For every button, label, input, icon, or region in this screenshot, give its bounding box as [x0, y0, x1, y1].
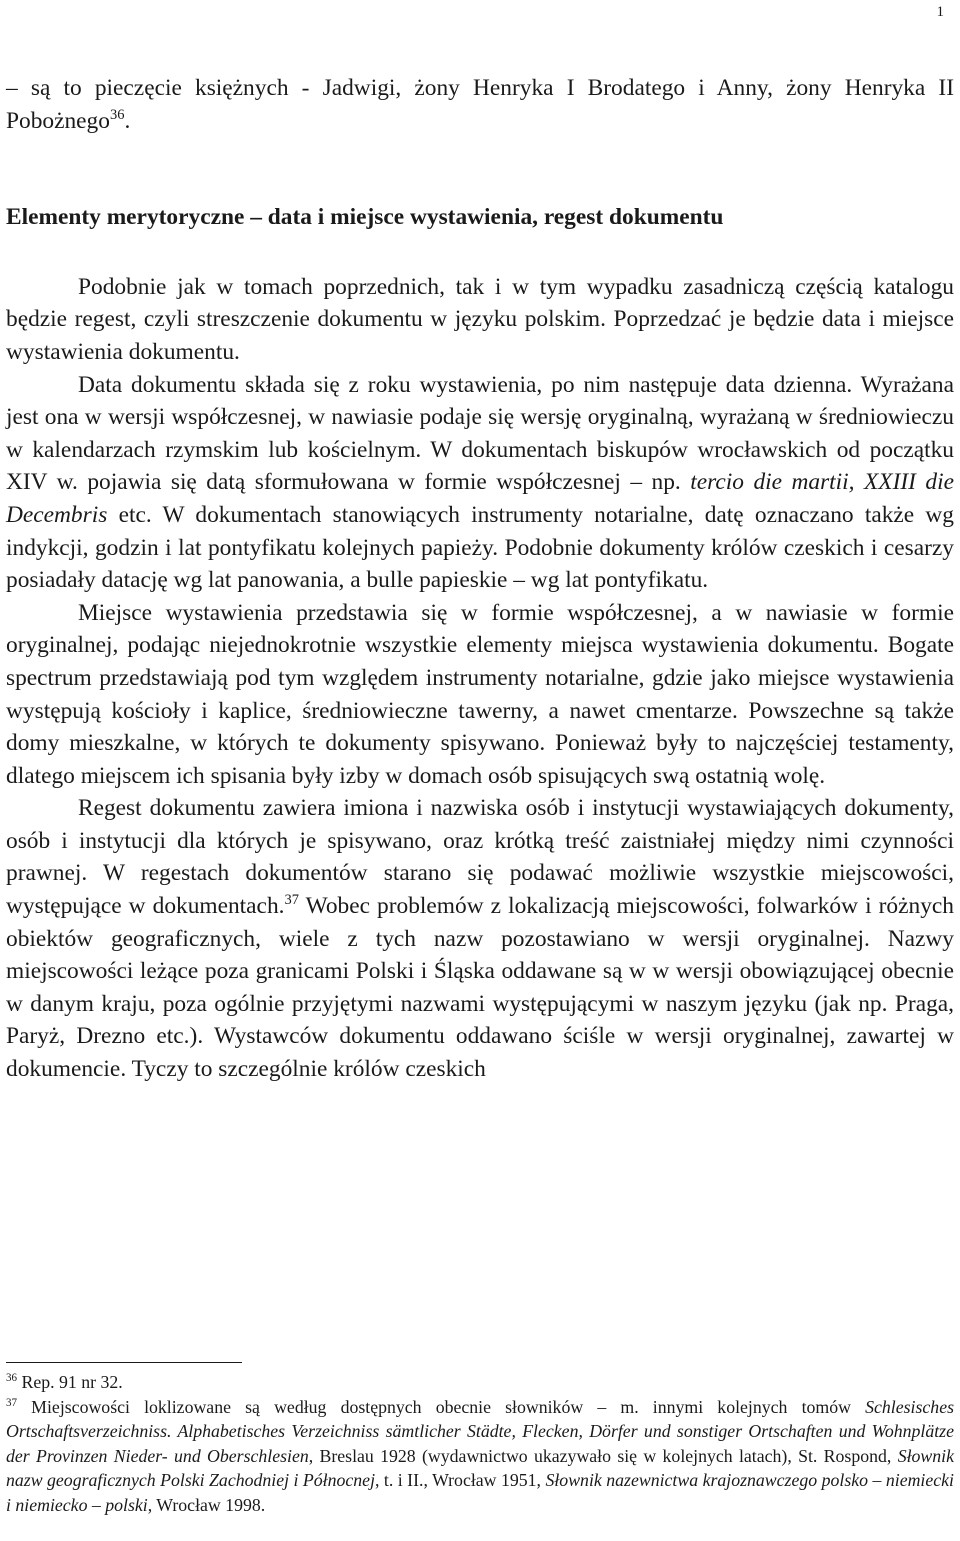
- page-number: 1: [936, 4, 944, 20]
- paragraph-date-text-a: Data dokumentu składa się z roku wystawienia, po nim następuje data dzienna. Wyrażana jest ona w wersji współczesnej, w nawiasie podaje się wersję oryginalną, wyrażaną w średniowieczu w kalendarzach rzymskim lub kościelnym. W dokumentach biskupów wrocławskich od początku XIV w. pojawia się datą sformułowana w formie współczesnej – np.: [6, 371, 954, 496]
- footnote-37-title-2: Słownik nazw geograficznych Polski Zachodniej i Północnej: [6, 1445, 954, 1490]
- footnote-number-37: 37: [6, 1396, 18, 1409]
- footnote-36-text: Rep. 91 nr 32.: [21, 1372, 123, 1392]
- footnote-divider: [6, 1362, 242, 1363]
- spacer: [6, 234, 954, 271]
- footnote-37-title-3: Słownik nazewnictwa krajoznawczego polsko – niemiecki i niemiecko – polski: [6, 1470, 954, 1515]
- footnote-37-text-1: Miejscowości loklizowane są według dostępnych obecnie słowników – m. innymi kolejnych tomów: [31, 1396, 851, 1417]
- body-text: [6, 72, 954, 1086]
- section-heading: Elementy merytoryczne – data i miejsce wystawienia, regest dokumentu: [6, 204, 724, 231]
- footnote-37-text-4: , Wrocław 1998.: [147, 1494, 266, 1515]
- footnote-number-36: 36: [6, 1372, 18, 1385]
- footnotes: [6, 1370, 954, 1517]
- paragraph-seals: [6, 72, 954, 137]
- footnote-37: [6, 1395, 954, 1518]
- footnote-ref-36[interactable]: 36: [109, 106, 125, 123]
- paragraph-seals-text: – są to pieczęcie księżnych - Jadwigi, żony Henryka I Brodatego i Anny, żony Henryka II Pobożnego: [6, 75, 954, 134]
- footnote-37-text-2: , Breslau 1928 (wydawnictwo ukazywało się w kolejnych latach), St. Rospond,: [308, 1445, 892, 1466]
- footnote-ref-37[interactable]: 37: [284, 892, 299, 909]
- paragraph-date-text-b: etc. W dokumentach stanowiących instrumenty notarialne, datę oznaczano także wg indykcji, godzin i lat pontyfikatu kolejnych papieży. Podobnie dokumenty królów czeskich i cesarzy posiadały datację wg lat panowania, a bulle papieskie – wg lat pontyfikatu.: [6, 501, 954, 594]
- paragraph-regest: [6, 792, 954, 1085]
- paragraph-regest-text-a: Regest dokumentu zawiera imiona i nazwiska osób i instytucji wystawiających dokumenty, osób i instytucji dla których je spisywano, oraz krótką treść zaistniałej między nimi czynności prawnej. W regestach dokumentów starano się podawać możliwie wszystkie miejscowości, występujące w dokumentach.: [6, 795, 954, 920]
- spacer: [6, 137, 954, 201]
- footnote-36: [6, 1370, 954, 1395]
- footnote-37-text-3: , t. i II., Wrocław 1951,: [375, 1470, 541, 1490]
- paragraph-place: Miejsce wystawienia przedstawia się w formie współczesnej, a w nawiasie w formie oryginalnej, podając niejednokrotnie wszystkie elementy miejsca wystawienia dokumentu. Bogate spectrum przedstawiają pod tym względem instrumenty notarialne, gdzie jako miejsce wystawienia występują kościoły i kaplice, średniowieczne tawerny, a nawet cmentarze. Powszechne są także domy mieszkalne, w których te dokumenty spisywano. Ponieważ były to najczęściej testamenty, dlatego miejscem ich spisania były izby w domach osób spisujących swą ostatnią wolę.: [6, 599, 954, 789]
- date-example: tercio die martii, XXIII die Decembris: [6, 469, 954, 528]
- footnote-37-title-1: Schlesisches Ortschaftsverzeichniss. Alphabetisches Verzeichniss sämtlicher Städte, Flecken, Dörfer und sonstiger Ortschaften und Wohnplätze der Provinzen Nieder- und Oberschlesien: [6, 1396, 955, 1466]
- paragraph-regest-text-b: Wobec problemów z lokalizacją miejscowości, folwarków i różnych obiektów geograficznych, wiele z tych nazw pozostawiano w wersji oryginalnej. Nazwy miejscowości leżące poza granicami Polski i Śląska oddawane są w w wersji obowiązującej obecnie w danym kraju, poza ogólnie przyjętymi nazwami występującymi w naszym języku (jak np. Praga, Paryż, Drezno etc.). Wystawców dokumentu oddawano ściśle w wersji oryginalnej, zawartej w dokumencie. Tyczy to szczególnie królów czeskich: [6, 893, 954, 1083]
- paragraph-regest-intro: Podobnie jak w tomach poprzednich, tak i w tym wypadku zasadniczą częścią katalogu będzie regest, czyli streszczenie dokumentu w języku polskim. Poprzedzać je będzie data i miejsce wystawienia dokumentu.: [6, 273, 954, 365]
- paragraph-seals-end: .: [124, 107, 131, 134]
- paragraph-date: [6, 369, 954, 597]
